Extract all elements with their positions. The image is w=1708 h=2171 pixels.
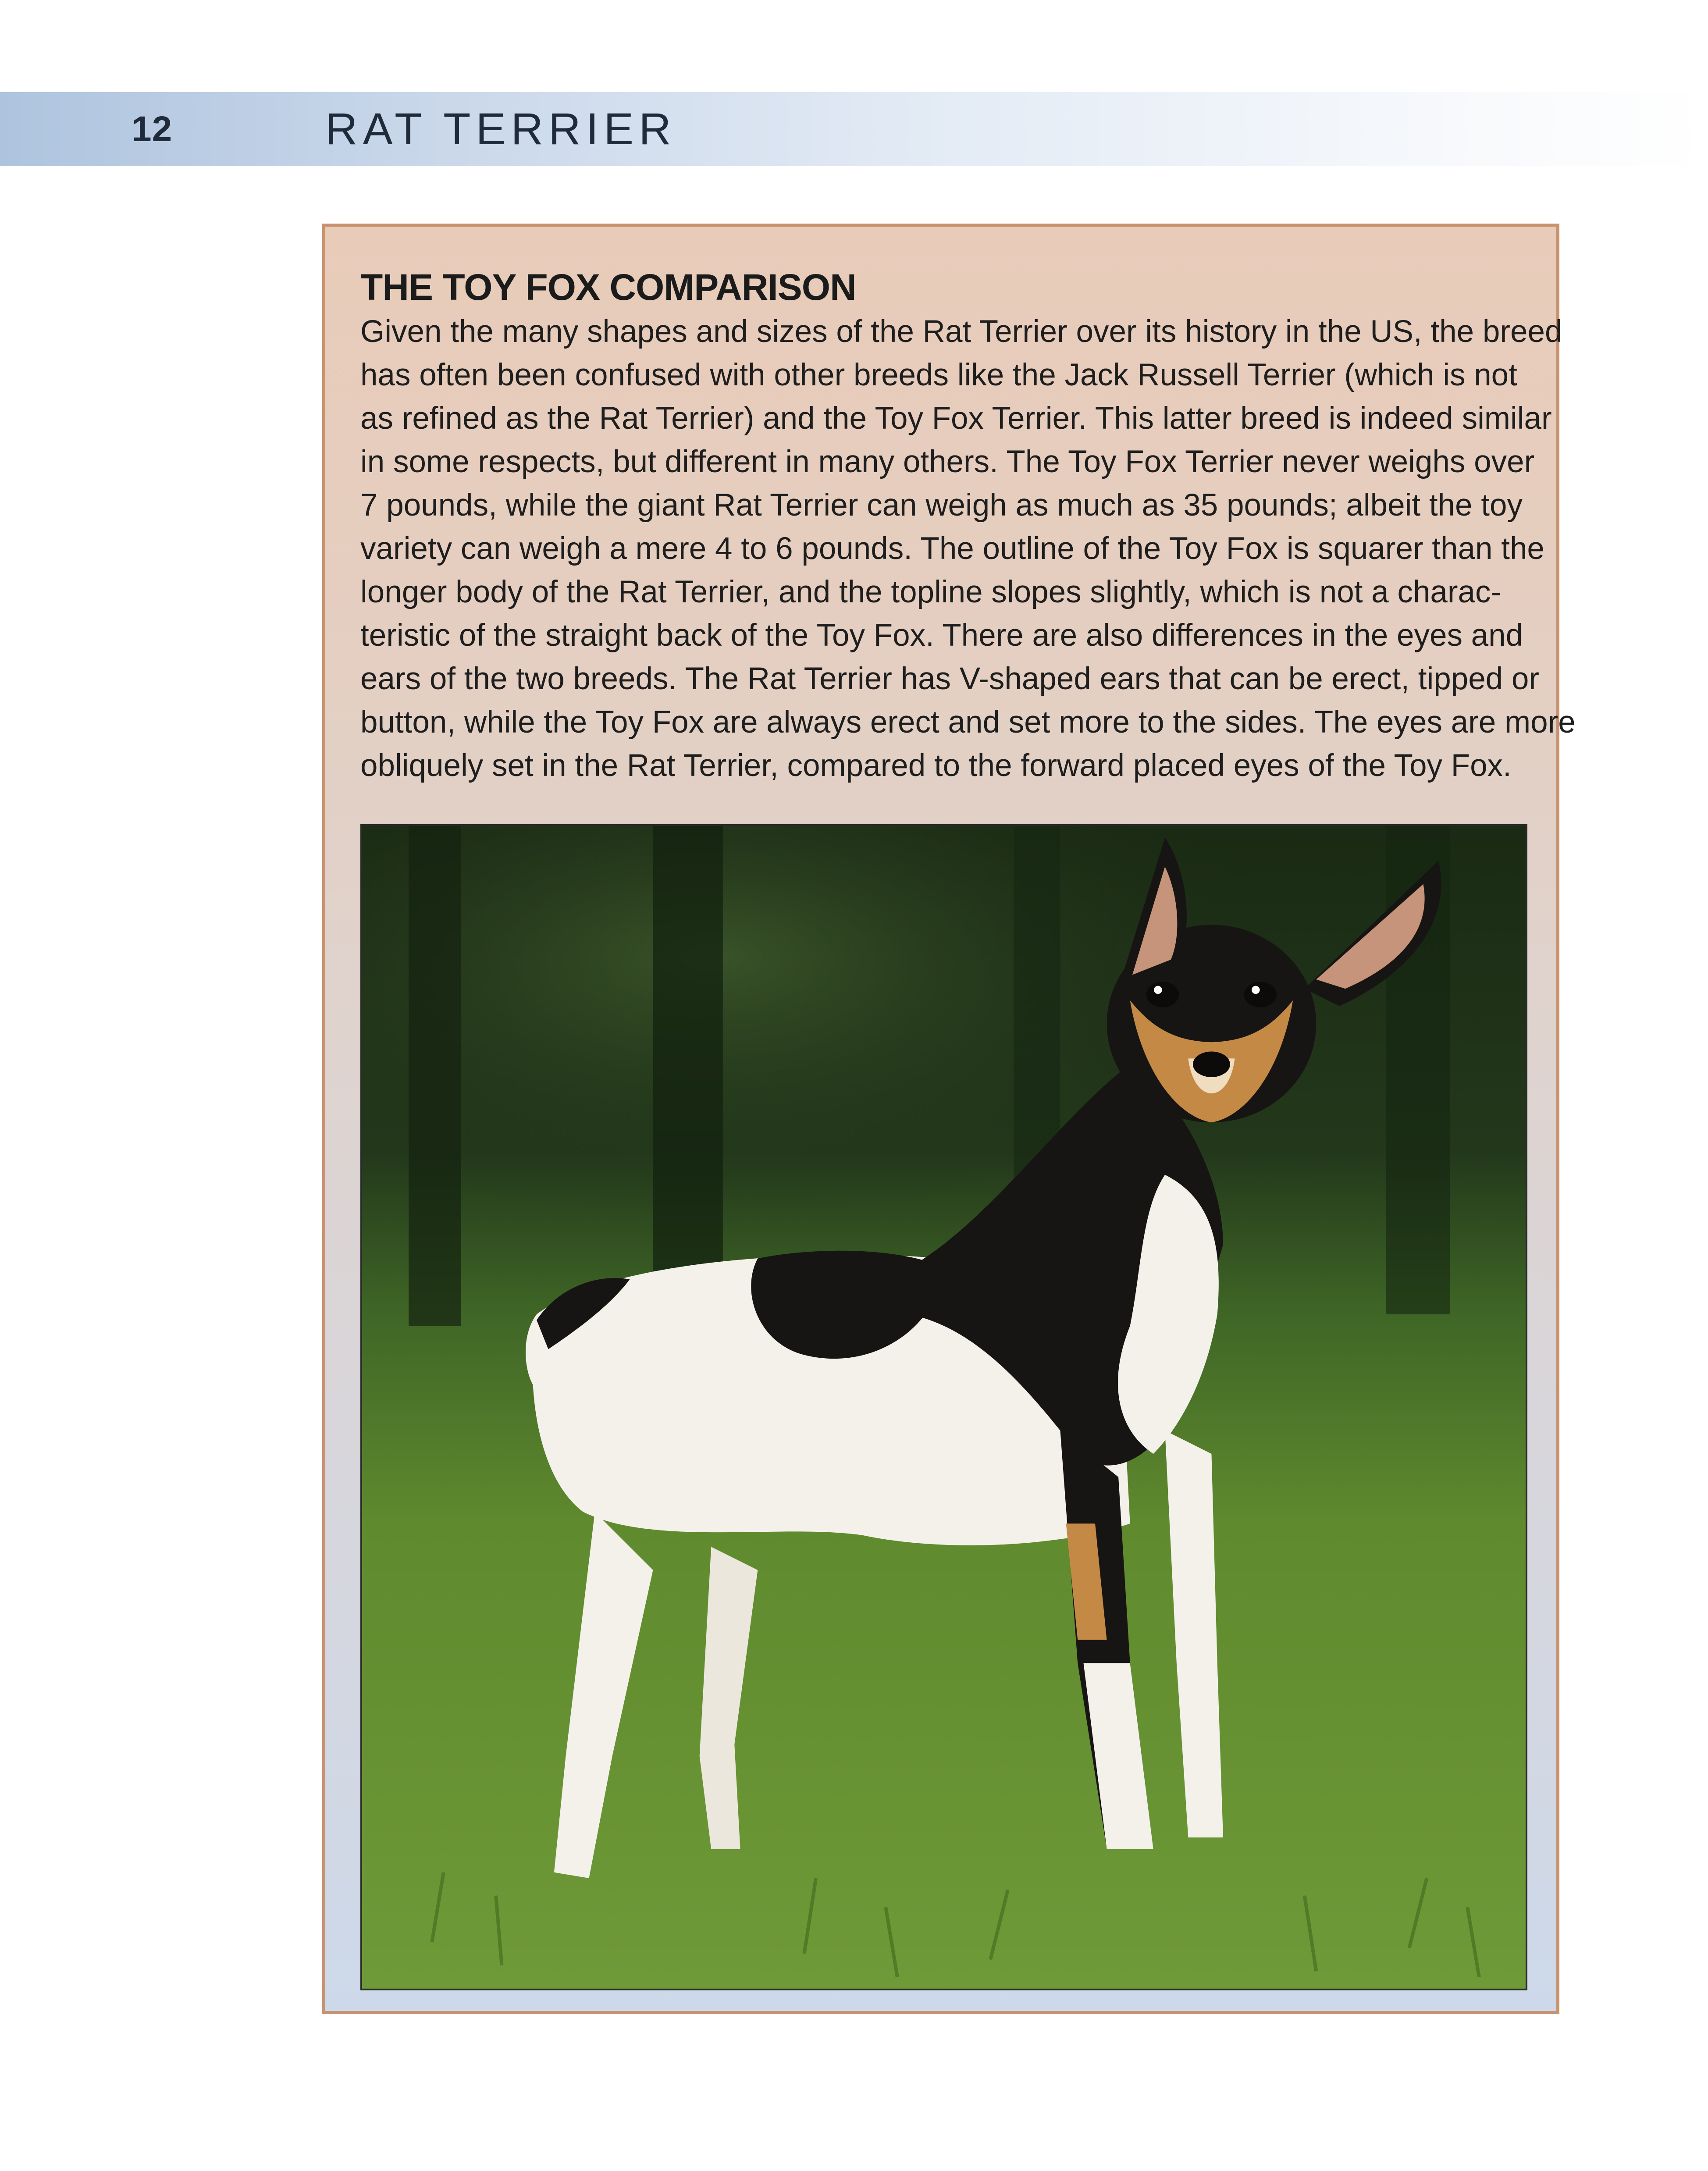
- page-number: 12: [132, 109, 173, 149]
- sidebar-box: [322, 224, 1576, 2014]
- body-line: Given the many shapes and sizes of the Rat Terrier over its history in the US, the breed: [360, 314, 1562, 349]
- body-line: ears of the two breeds. The Rat Terrier has V-shaped ears that can be erect, tipped or: [360, 662, 1540, 696]
- sidebar-title: THE TOY FOX COMPARISON: [360, 267, 856, 308]
- body-line: in some respects, but different in many others. The Toy Fox Terrier never weighs over: [360, 445, 1535, 479]
- body-line: button, while the Toy Fox are always erect and set more to the sides. The eyes are more: [360, 705, 1576, 740]
- body-line: teristic of the straight back of the Toy Fox. There are also differences in the eyes and: [360, 618, 1523, 653]
- body-line: as refined as the Rat Terrier) and the Toy Fox Terrier. This latter breed is indeed similar: [360, 401, 1552, 436]
- dog-photo: [360, 824, 1527, 1990]
- body-line: has often been confused with other breeds like the Jack Russell Terrier (which is not: [360, 358, 1517, 392]
- body-line: variety can weigh a mere 4 to 6 pounds. The outline of the Toy Fox is squarer than the: [360, 531, 1544, 566]
- body-line: obliquely set in the Rat Terrier, compared to the forward placed eyes of the Toy Fox.: [360, 748, 1512, 783]
- running-header-band: [0, 92, 1708, 166]
- sidebar-body: [360, 310, 1576, 787]
- body-line: 7 pounds, while the giant Rat Terrier can weigh as much as 35 pounds; albeit the toy: [360, 488, 1523, 523]
- dog-photo-illustration: [362, 826, 1526, 1989]
- running-title: RAT TERRIER: [325, 104, 676, 154]
- body-line: longer body of the Rat Terrier, and the topline slopes slightly, which is not a charac-: [360, 575, 1502, 609]
